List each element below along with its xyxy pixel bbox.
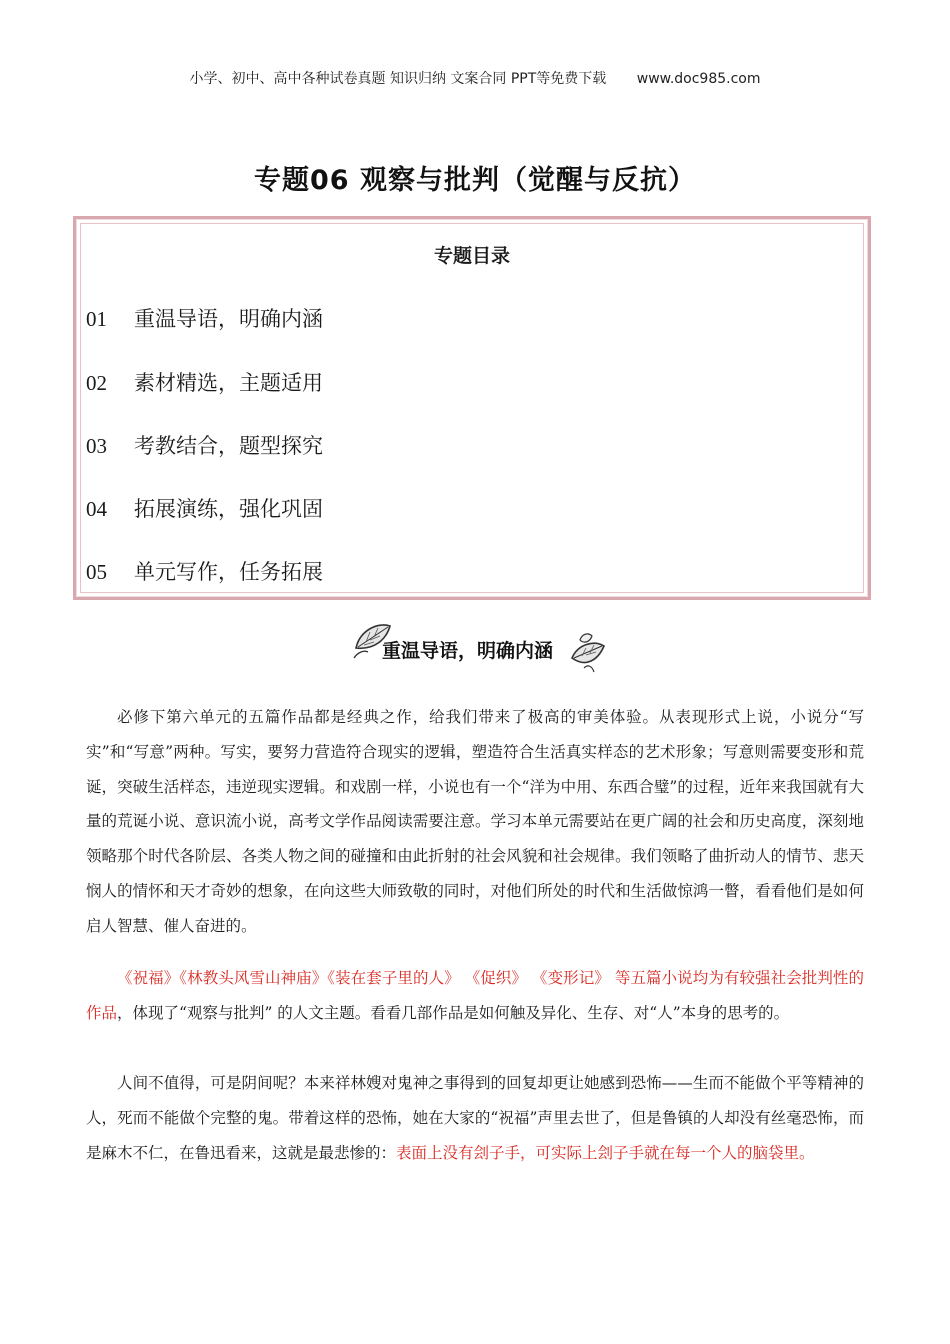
toc-item-number: 02 — [86, 371, 107, 395]
paragraph-2 — [86, 961, 864, 1031]
toc-item-03 — [86, 430, 323, 460]
paragraph-2-highlight: 《祝福》《林教头风雪山神庙》《装在套子里的人》 《促织》 《变形记》 等五篇小说均为有较强社会批判性的作品 — [86, 969, 864, 1022]
toc-item-label: 拓展演练，强化巩固 — [134, 497, 323, 521]
toc-item-number: 04 — [86, 497, 107, 521]
paragraph-2-text: ，体现了“观察与批判” 的人文主题。看看几部作品是如何触及异化、生存、对“人”本身的思考的。 — [117, 1003, 790, 1022]
toc-item-label: 单元写作，任务拓展 — [134, 560, 323, 584]
analysis-paragraph — [86, 1066, 864, 1170]
toc-item-label: 素材精选，主题适用 — [134, 371, 323, 395]
toc-item-number: 01 — [86, 307, 107, 331]
paragraph-3 — [86, 1066, 864, 1170]
toc-item-label: 重温导语，明确内涵 — [134, 307, 323, 331]
paragraph-3-text: 人间不值得，可是阴间呢？本来祥林嫂对鬼神之事得到的回复却更让她感到恐怖——生而不能做个平等精神的人，死而不能做个完整的鬼。带着这样的恐怖，她在大家的“祝福”声里去世了，但是鲁镇的人却没有丝毫恐怖，而是麻木不仁，在鲁迅看来，这就是最悲惨的： — [86, 1074, 864, 1162]
toc-item-05 — [86, 556, 323, 586]
page-title: 专题06 观察与批判（觉醒与反抗） — [254, 165, 696, 196]
intro-paragraph — [86, 700, 864, 944]
toc-item-02 — [86, 367, 323, 397]
toc-item-01 — [86, 303, 323, 333]
paragraph-3-highlight: 表面上没有刽子手，可实际上刽子手就在每一个人的脑袋里。 — [396, 1143, 815, 1162]
toc-item-label: 考教结合，题型探究 — [134, 434, 323, 458]
paragraph-1: 必修下第六单元的五篇作品都是经典之作，给我们带来了极高的审美体验。从表现形式上说，小说分“写实”和“写意”两种。写实，要努力营造符合现实的逻辑，塑造符合生活真实样态的艺术形象；写意则需要变形和荒诞，突破生活样态，违逆现实逻辑。和戏剧一样，小说也有一个“洋为中用、东西合璧”的过程，近年来我国就有大量的荒诞小说、意识流小说，高考文学作品阅读需要注意。学习本单元需要站在更广阔的社会和历史高度，深刻地领略那个时代各阶层、各类人物之间的碰撞和由此折射的社会风貌和社会规律。我们领略了曲折动人的情节、悲天悯人的情怀和天才奇妙的想象，在向这些大师致敬的同时，对他们所处的时代和生活做惊鸿一瞥，看看他们是如何启人智慧、催人奋进的。 — [86, 708, 864, 935]
header-text: 小学、初中、高中各种试卷真题 知识归纳 文案合同 PPT等免费下载 — [189, 71, 607, 87]
header-url[interactable]: www.doc985.com — [636, 71, 761, 87]
page-header — [0, 68, 950, 88]
table-of-contents — [73, 216, 871, 600]
toc-item-number: 03 — [86, 434, 107, 458]
toc-item-04 — [86, 493, 323, 523]
section-title: 重温导语，明确内涵 — [382, 640, 554, 662]
toc-inner-border — [80, 223, 864, 593]
section-banner — [350, 618, 610, 678]
works-paragraph — [86, 961, 864, 1031]
toc-item-number: 05 — [86, 560, 107, 584]
toc-heading: 专题目录 — [433, 245, 510, 267]
